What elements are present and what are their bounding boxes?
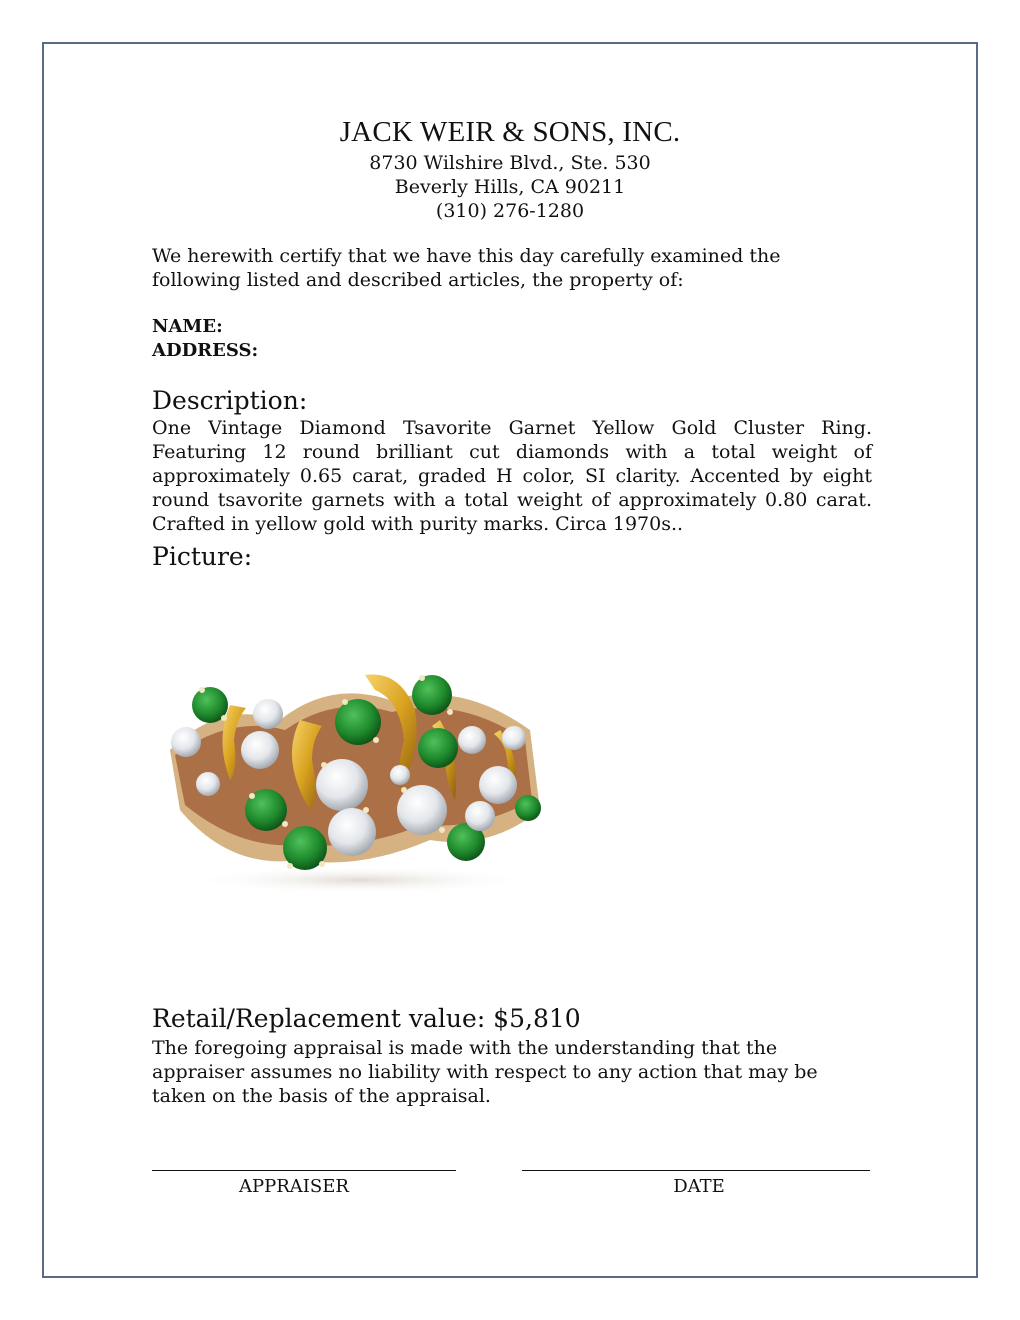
- picture-title: Picture:: [152, 542, 253, 571]
- owner-name-label: NAME:: [152, 316, 223, 337]
- certification-intro: We herewith certify that we have this day carefully examined the following listed and described articles, the property of:: [152, 245, 781, 291]
- appraiser-signature-line: [152, 1170, 456, 1171]
- company-name: JACK WEIR & SONS, INC.: [339, 116, 681, 148]
- company-address-line1: 8730 Wilshire Blvd., Ste. 530: [369, 152, 651, 174]
- ring-photo: [160, 660, 550, 900]
- description-title: Description:: [152, 386, 308, 415]
- description-text: One Vintage Diamond Tsavorite Garnet Yellow Gold Cluster Ring. Featuring 12 round brilliant cut diamonds with a total weight of approximately 0.65 carat, graded H color, SI clarity. Accented by eight round tsavorite garnets with a total weight of approximately 0.80 carat. Crafted in yellow gold with purity marks. Circa 1970s..: [152, 417, 872, 535]
- appraisal-disclaimer: The foregoing appraisal is made with the understanding that the appraiser assumes no liability with respect to any action that may be taken on the basis of the appraisal.: [152, 1037, 818, 1107]
- owner-address-label: ADDRESS:: [152, 340, 259, 361]
- date-label: DATE: [673, 1176, 725, 1197]
- company-address-line2: Beverly Hills, CA 90211: [394, 176, 626, 198]
- appraiser-label: APPRAISER: [239, 1176, 349, 1197]
- company-phone: (310) 276-1280: [435, 200, 585, 222]
- retail-value-title: Retail/Replacement value: $5,810: [152, 1004, 581, 1033]
- date-signature-line: [522, 1170, 870, 1171]
